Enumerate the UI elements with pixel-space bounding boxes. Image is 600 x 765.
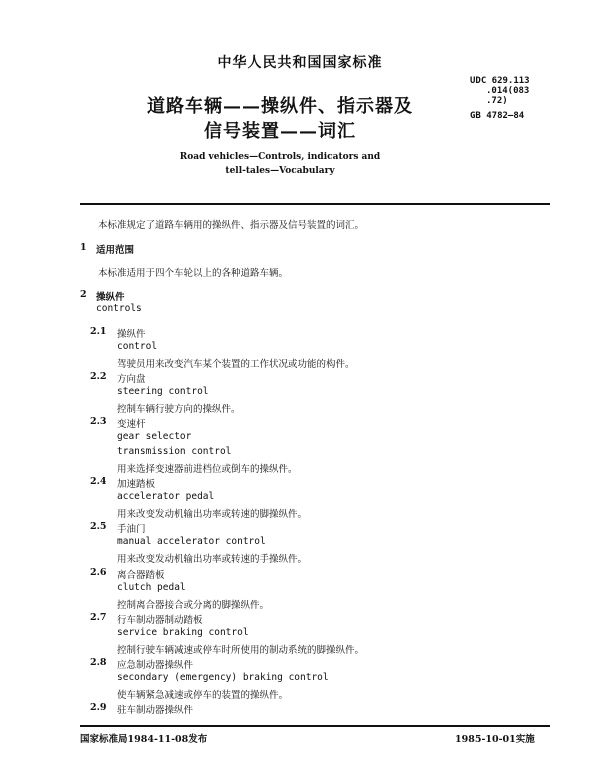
term-en: manual accelerator control: [117, 536, 266, 547]
term-en: accelerator pedal: [117, 491, 215, 502]
term-definition: 用来选择变速器前进档位或倒车的操纵件。: [117, 464, 298, 475]
term-definition: 使车辆紧急减速或停车的装置的操纵件。: [117, 690, 289, 701]
term-number: 2.3: [90, 416, 107, 427]
section-1-title: 适用范围: [96, 245, 135, 256]
udc-code-line2: .014(083: [486, 86, 530, 96]
term-number: 2.5: [90, 521, 107, 532]
term-en: service braking control: [117, 627, 249, 638]
term-zh: 手油门: [117, 524, 146, 535]
term-definition: 控制行驶车辆减速或停车时所使用的制动系统的脚操纵件。: [117, 645, 365, 656]
term-en: transmission control: [117, 446, 232, 457]
title-zh-line2: 信号装置——词汇: [204, 121, 356, 142]
title-en-line2: tell-tales—Vocabulary: [225, 166, 335, 176]
term-en: control: [117, 341, 158, 352]
section-2-title-en: controls: [96, 303, 142, 314]
term-number: 2.7: [90, 612, 107, 623]
term-number: 2.6: [90, 567, 107, 578]
title-en-line1: Road vehicles—Controls, indicators and: [179, 152, 381, 162]
term-zh: 操纵件: [117, 329, 146, 340]
term-en: secondary (emergency) braking control: [117, 672, 329, 683]
section-2-number: 2: [80, 289, 87, 300]
term-zh: 离合器踏板: [117, 570, 165, 581]
section-1-text: 本标准适用于四个车轮以上的各种道路车辆。: [98, 268, 289, 279]
term-en: clutch pedal: [117, 582, 186, 593]
footer-rule: [80, 725, 550, 727]
udc-code-line1: UDC 629.113: [470, 76, 530, 86]
term-zh: 变速杆: [117, 419, 146, 430]
effective-date: 1985-10-01实施: [455, 734, 535, 745]
term-zh: 驻车制动器操纵件: [117, 705, 194, 716]
term-zh: 应急制动器操纵件: [117, 660, 194, 671]
udc-code-line3: .72): [486, 96, 508, 106]
term-en: gear selector: [117, 431, 192, 442]
term-number: 2.8: [90, 657, 107, 668]
term-definition: 用来改变发动机输出功率或转速的手操纵件。: [117, 554, 308, 565]
term-en: steering control: [117, 386, 209, 397]
term-zh: 加速踏板: [117, 479, 156, 490]
title-zh-line1: 道路车辆——操纵件、指示器及: [147, 96, 413, 117]
term-number: 2.4: [90, 476, 107, 487]
section-1-number: 1: [80, 242, 87, 253]
gb-number: GB 4782—84: [470, 111, 525, 121]
term-number: 2.1: [90, 326, 107, 337]
section-2-title: 操纵件: [96, 292, 125, 303]
national-standard-heading: 中华人民共和国国家标准: [217, 55, 383, 71]
term-definition: 用来改变发动机输出功率或转速的脚操纵件。: [117, 509, 308, 520]
term-number: 2.2: [90, 371, 107, 382]
term-definition: 控制离合器接合或分离的脚操纵件。: [117, 600, 270, 611]
issued-date: 国家标准局1984-11-08发布: [80, 734, 208, 745]
term-zh: 行车制动器制动踏板: [117, 615, 203, 626]
term-zh: 方向盘: [117, 374, 146, 385]
term-definition: 控制车辆行驶方向的操纵件。: [117, 404, 241, 415]
intro-text: 本标准规定了道路车辆用的操纵件、指示器及信号装置的词汇。: [98, 220, 365, 231]
term-definition: 驾驶员用来改变汽车某个装置的工作状况或功能的构件。: [117, 359, 355, 370]
term-number: 2.9: [90, 702, 107, 713]
header-rule: [80, 203, 550, 205]
